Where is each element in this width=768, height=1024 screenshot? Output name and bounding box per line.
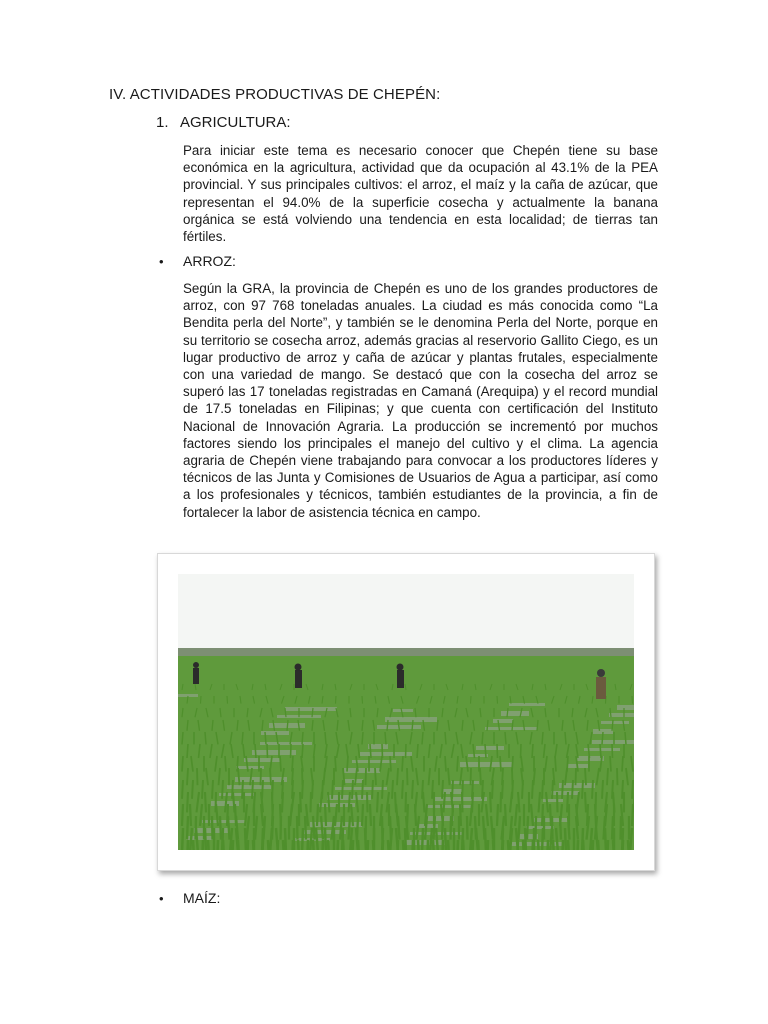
intro-paragraph: Para iniciar este tema es necesario conocer que Chepén tiene su base económica en la agricultura, actividad que da ocupación al 43.1% de la PEA provincial. Y sus principales cultivos: el arroz, el maíz y la caña de azúcar, que representan el 94.0% de la superficie cosecha y actualmente la banana orgánica se está volviendo una tendencia en esta localidad; de tierras tan fértiles. bbox=[183, 143, 658, 245]
rice-plant bbox=[412, 840, 413, 850]
rice-plant bbox=[550, 804, 551, 826]
rice-plant bbox=[332, 780, 333, 799]
bullet-arroz bbox=[159, 253, 236, 269]
rice-plant bbox=[598, 840, 600, 850]
rice-plant bbox=[527, 816, 528, 840]
rice-plant bbox=[336, 696, 337, 704]
rice-plant bbox=[285, 828, 286, 850]
rice-plant bbox=[555, 756, 556, 772]
rice-plant bbox=[312, 780, 313, 799]
rice-plant bbox=[223, 840, 225, 850]
bullet-dot: • bbox=[159, 891, 164, 906]
rice-plant bbox=[232, 840, 233, 850]
rice-plant bbox=[265, 732, 266, 744]
rice-plant bbox=[187, 768, 188, 785]
rice-plant bbox=[442, 840, 443, 850]
rice-plant bbox=[358, 840, 360, 850]
water-streak bbox=[509, 703, 545, 706]
rice-plant bbox=[432, 780, 433, 799]
rice-plant bbox=[262, 840, 263, 850]
rice-plant bbox=[560, 816, 561, 840]
water-streak bbox=[485, 727, 537, 730]
rice-plant bbox=[182, 756, 183, 772]
rice-plant bbox=[267, 744, 268, 758]
rice-plant bbox=[493, 840, 495, 850]
rice-plant bbox=[497, 696, 498, 704]
rice-plant bbox=[367, 792, 368, 812]
rice-plant bbox=[352, 780, 353, 799]
rice-plant bbox=[525, 828, 526, 850]
rice-plant bbox=[302, 780, 303, 799]
rice-plant bbox=[307, 840, 308, 850]
water-streak bbox=[360, 752, 412, 756]
rice-plant bbox=[628, 840, 630, 850]
rice-plant bbox=[585, 792, 586, 812]
rice-plant bbox=[253, 840, 255, 850]
rice-plant bbox=[632, 804, 633, 826]
rice-plant bbox=[192, 780, 193, 799]
rice-plant bbox=[362, 732, 363, 744]
rice-plant bbox=[532, 744, 533, 758]
rice-plant bbox=[335, 756, 336, 772]
rice-plant bbox=[632, 780, 633, 799]
rice-plant bbox=[433, 840, 435, 850]
rice-plant bbox=[375, 768, 376, 785]
rice-plant bbox=[502, 780, 503, 799]
rice-plant bbox=[621, 816, 622, 840]
rice-plant bbox=[298, 840, 300, 850]
rice-plant bbox=[508, 840, 510, 850]
rice-plant bbox=[632, 696, 633, 704]
rice-plant bbox=[402, 756, 403, 772]
bullet-maiz bbox=[159, 890, 220, 906]
rice-plant bbox=[568, 816, 570, 840]
rice-plant bbox=[542, 732, 543, 744]
rice-plant bbox=[388, 840, 390, 850]
rice-plant bbox=[406, 792, 407, 812]
bullet-arroz-label: ARROZ: bbox=[183, 253, 236, 269]
rice-plant bbox=[485, 828, 486, 850]
rice-plant bbox=[205, 732, 206, 744]
rice-plant bbox=[451, 816, 452, 840]
subsection-heading bbox=[156, 114, 291, 131]
rice-plant bbox=[576, 768, 577, 785]
rice-plant bbox=[362, 696, 363, 704]
water-streak bbox=[551, 791, 579, 795]
rice-plant bbox=[523, 840, 525, 850]
rice-plant bbox=[365, 828, 366, 850]
farmer-figure bbox=[397, 664, 405, 689]
rice-plant bbox=[222, 780, 223, 799]
rice-plant bbox=[268, 840, 270, 850]
rice-field-photo bbox=[157, 553, 655, 871]
rice-plant bbox=[442, 816, 443, 840]
subsection-title: AGRICULTURA: bbox=[180, 114, 291, 131]
rice-plant bbox=[412, 780, 413, 799]
rice-plant bbox=[282, 792, 283, 812]
rice-plant bbox=[463, 840, 465, 850]
rice-plant bbox=[402, 780, 403, 799]
rice-plant bbox=[228, 816, 230, 840]
rice-plant bbox=[607, 840, 608, 850]
rice-plant bbox=[238, 840, 240, 850]
rice-plant bbox=[212, 780, 213, 799]
water-streak bbox=[493, 719, 513, 723]
rice-plant bbox=[592, 780, 593, 799]
rice-plant bbox=[536, 816, 537, 840]
rice-plant bbox=[300, 792, 301, 812]
rice-plant bbox=[182, 804, 183, 826]
rice-plant bbox=[567, 792, 568, 812]
rice-plant bbox=[422, 732, 423, 744]
rice-plant bbox=[317, 804, 318, 826]
rice-plant bbox=[467, 816, 468, 840]
rice-plant bbox=[302, 732, 303, 744]
rice-plant bbox=[505, 804, 506, 826]
rice-plant bbox=[325, 732, 326, 744]
rice-plant bbox=[610, 756, 611, 772]
rice-plant bbox=[472, 840, 473, 850]
rice-plant bbox=[452, 804, 453, 826]
rice-plant bbox=[349, 816, 351, 840]
rice-plant bbox=[201, 696, 202, 704]
rice-plant bbox=[622, 840, 623, 850]
rice-field-image bbox=[178, 574, 634, 850]
rice-plant bbox=[261, 768, 262, 785]
rice-plant bbox=[403, 840, 405, 850]
water-streak bbox=[393, 709, 413, 712]
rice-plant bbox=[445, 756, 446, 772]
rice-plant bbox=[372, 780, 373, 799]
section-heading: IV. ACTIVIDADES PRODUCTIVAS DE CHEPÉN: bbox=[109, 86, 441, 103]
rice-plant bbox=[562, 840, 563, 850]
rice-plant bbox=[302, 744, 303, 758]
rice-plant bbox=[362, 804, 363, 826]
rice-plant bbox=[418, 840, 420, 850]
rice-plant bbox=[407, 768, 408, 785]
rice-plant bbox=[398, 816, 400, 840]
water-streak bbox=[601, 721, 629, 724]
rice-plant bbox=[585, 768, 586, 785]
rice-plant bbox=[497, 744, 498, 758]
rice-plant bbox=[557, 792, 558, 812]
rice-plant bbox=[457, 840, 458, 850]
rice-plant bbox=[193, 840, 195, 850]
rice-plant bbox=[500, 756, 501, 772]
rice-plant bbox=[342, 780, 343, 799]
rice-plant bbox=[311, 792, 312, 812]
rice-plant bbox=[487, 840, 488, 850]
rice-plant bbox=[283, 840, 285, 850]
rice-plant bbox=[577, 840, 578, 850]
rice-plant bbox=[538, 840, 540, 850]
rice-plant bbox=[252, 780, 253, 799]
rice-plant bbox=[187, 792, 188, 812]
rice-plant bbox=[208, 840, 210, 850]
rice-plant bbox=[366, 768, 367, 785]
rice-plant bbox=[382, 780, 383, 799]
rice-plant bbox=[322, 840, 323, 850]
rice-plant bbox=[547, 840, 548, 850]
rice-plant bbox=[442, 780, 443, 799]
rice-plant bbox=[392, 780, 393, 799]
farmer-figure bbox=[295, 664, 303, 689]
rice-plant bbox=[522, 780, 523, 799]
rice-plant bbox=[485, 744, 486, 758]
rice-plant bbox=[517, 840, 518, 850]
water-streak bbox=[592, 740, 634, 744]
water-streak bbox=[352, 760, 396, 763]
rice-plant bbox=[313, 816, 315, 840]
rice-plant bbox=[532, 840, 533, 850]
rice-plant bbox=[187, 816, 188, 840]
rice-plant bbox=[205, 828, 206, 850]
rice-plant bbox=[325, 804, 326, 826]
water-streak bbox=[451, 781, 479, 784]
water-streak bbox=[219, 793, 255, 796]
water-streak bbox=[526, 826, 554, 829]
rice-plant bbox=[613, 840, 615, 850]
rice-plant bbox=[622, 756, 623, 772]
rice-plant bbox=[297, 816, 298, 840]
water-streak bbox=[617, 705, 634, 710]
rice-plant bbox=[602, 780, 603, 799]
rice-plant bbox=[565, 828, 566, 850]
rice-plant bbox=[592, 840, 593, 850]
rice-plant bbox=[205, 792, 206, 812]
rice-plant bbox=[325, 828, 326, 850]
rice-plant bbox=[462, 792, 463, 812]
rice-plant bbox=[448, 840, 450, 850]
rice-plant bbox=[367, 840, 368, 850]
rice-plant bbox=[382, 744, 383, 758]
rice-plant bbox=[245, 828, 246, 850]
rice-plant bbox=[202, 780, 203, 799]
rice-plant bbox=[182, 828, 183, 850]
rice-plant bbox=[347, 756, 348, 772]
water-streak bbox=[285, 707, 337, 711]
rice-plant bbox=[607, 768, 608, 785]
rice-plant bbox=[242, 780, 243, 799]
rice-plant bbox=[492, 780, 493, 799]
water-streak bbox=[252, 750, 296, 755]
rice-plant bbox=[605, 828, 606, 850]
rice-plant bbox=[422, 828, 423, 850]
rice-plant bbox=[385, 732, 386, 744]
rice-plant bbox=[187, 744, 188, 758]
rice-plant bbox=[565, 732, 566, 744]
water-streak bbox=[609, 713, 634, 717]
rice-plant bbox=[187, 840, 188, 850]
rice-plant bbox=[217, 840, 218, 850]
rice-plant bbox=[602, 732, 603, 744]
rice-plant bbox=[343, 840, 345, 850]
rice-plant bbox=[397, 768, 398, 785]
rice-plant bbox=[247, 840, 248, 850]
rice-plant bbox=[480, 768, 481, 785]
rice-plant bbox=[182, 780, 183, 799]
rice-plant bbox=[373, 840, 375, 850]
rice-plant bbox=[270, 768, 271, 785]
rice-plant bbox=[415, 804, 416, 826]
rice-plant bbox=[532, 780, 533, 799]
rice-plant bbox=[552, 780, 553, 799]
rice-plant bbox=[190, 804, 191, 826]
rice-plant bbox=[281, 816, 282, 840]
bullet-maiz-label: MAÍZ: bbox=[183, 890, 221, 906]
rice-plant bbox=[427, 840, 428, 850]
rice-plant bbox=[521, 744, 522, 758]
water-streak bbox=[385, 717, 437, 722]
rice-plant bbox=[542, 828, 543, 850]
rice-plant bbox=[225, 756, 226, 772]
rice-plant bbox=[562, 780, 563, 799]
rice-plant bbox=[220, 816, 221, 840]
water-streak bbox=[476, 746, 504, 750]
rice-plant bbox=[291, 744, 292, 758]
rice-plant bbox=[370, 744, 371, 758]
rice-plant bbox=[434, 816, 436, 840]
photo-horizon-trees bbox=[178, 648, 634, 656]
rice-plant bbox=[182, 732, 183, 744]
rice-plant bbox=[445, 828, 446, 850]
rice-plant bbox=[417, 744, 418, 758]
rice-plant bbox=[397, 840, 398, 850]
rice-plant bbox=[582, 780, 583, 799]
rice-plant bbox=[390, 756, 391, 772]
rice-plant bbox=[505, 732, 506, 744]
rice-plant bbox=[280, 756, 281, 772]
rice-plant bbox=[568, 840, 570, 850]
rice-plant bbox=[478, 840, 480, 850]
rice-plant bbox=[313, 840, 315, 850]
rice-plant bbox=[553, 840, 555, 850]
rice-plant bbox=[337, 840, 338, 850]
rice-plant bbox=[572, 780, 573, 799]
rice-plant bbox=[445, 732, 446, 744]
rice-plant bbox=[622, 780, 623, 799]
rice-plant bbox=[406, 744, 407, 758]
rice-plant bbox=[370, 804, 371, 826]
rice-plant bbox=[405, 828, 406, 850]
rice-plant bbox=[625, 732, 626, 744]
rice-plant bbox=[471, 696, 472, 704]
rice-plant bbox=[471, 768, 472, 785]
rice-plant bbox=[302, 828, 303, 850]
rice-plant bbox=[502, 840, 503, 850]
rice-plant bbox=[501, 792, 502, 812]
rice-plant bbox=[617, 768, 618, 785]
rice-plant bbox=[212, 816, 213, 840]
rice-plant bbox=[227, 696, 228, 704]
rice-plant bbox=[377, 792, 378, 812]
rice-plant bbox=[277, 840, 278, 850]
rice-plant bbox=[242, 732, 243, 744]
rice-plant bbox=[583, 840, 585, 850]
farmer-figure bbox=[596, 669, 606, 699]
rice-plant bbox=[352, 840, 353, 850]
rice-plant bbox=[255, 744, 256, 758]
rice-plant bbox=[457, 756, 458, 772]
water-streak bbox=[244, 758, 280, 762]
rice-plant bbox=[362, 780, 363, 799]
rice-plant bbox=[490, 792, 491, 812]
rice-plant bbox=[519, 816, 521, 840]
water-streak bbox=[501, 711, 529, 716]
water-streak bbox=[402, 840, 446, 845]
rice-plant bbox=[197, 768, 198, 785]
rice-plant bbox=[600, 744, 601, 758]
arroz-paragraph: Según la GRA, la provincia de Chepén es uno de los grandes productores de arroz, con 97 768 toneladas anuales. La ciudad es más conocida como “La Bendita perla del Norte”, y también se le denomina Perla del Norte, porque en su territorio se cosecha arroz, además gracias al reservorio Gallito Ciego, es un lugar productivo de arroz y caña de azúcar y plantas frutales, especialmente con una variedad de mango. Se destacó que con la cosecha del arroz se superó las 17 toneladas registradas en Camaná (Arequipa) y el record mundial de 17.5 toneladas en Filipinas; y que cuenta con certificación del Instituto Nacional de Innovación Agraria. La producción se incrementó por muchos factores siendo los principales el manejo del cultivo y el clima. La agencia agraria de Chepén viene trabajando para convocar a los productores líderes y técnicos de las Junta y Comisiones de Usuarios de Agua a participar, así como a los profesionales y técnicos, también estudiantes de la provincia, a fin de fortalecer la labor de asistencia técnica en campo. bbox=[183, 281, 658, 520]
rice-plant bbox=[612, 744, 613, 758]
rice-plant bbox=[382, 840, 383, 850]
rice-plant bbox=[542, 780, 543, 799]
subsection-number: 1. bbox=[156, 114, 169, 131]
rice-plant bbox=[305, 816, 306, 840]
rice-plant bbox=[202, 840, 203, 850]
rice-plant bbox=[328, 840, 330, 850]
farmer-figure bbox=[193, 662, 199, 684]
rice-plant bbox=[292, 840, 293, 850]
rice-plant bbox=[497, 804, 498, 826]
rice-plant bbox=[482, 732, 483, 744]
bullet-dot: • bbox=[159, 254, 164, 269]
photo-sky bbox=[178, 574, 634, 654]
